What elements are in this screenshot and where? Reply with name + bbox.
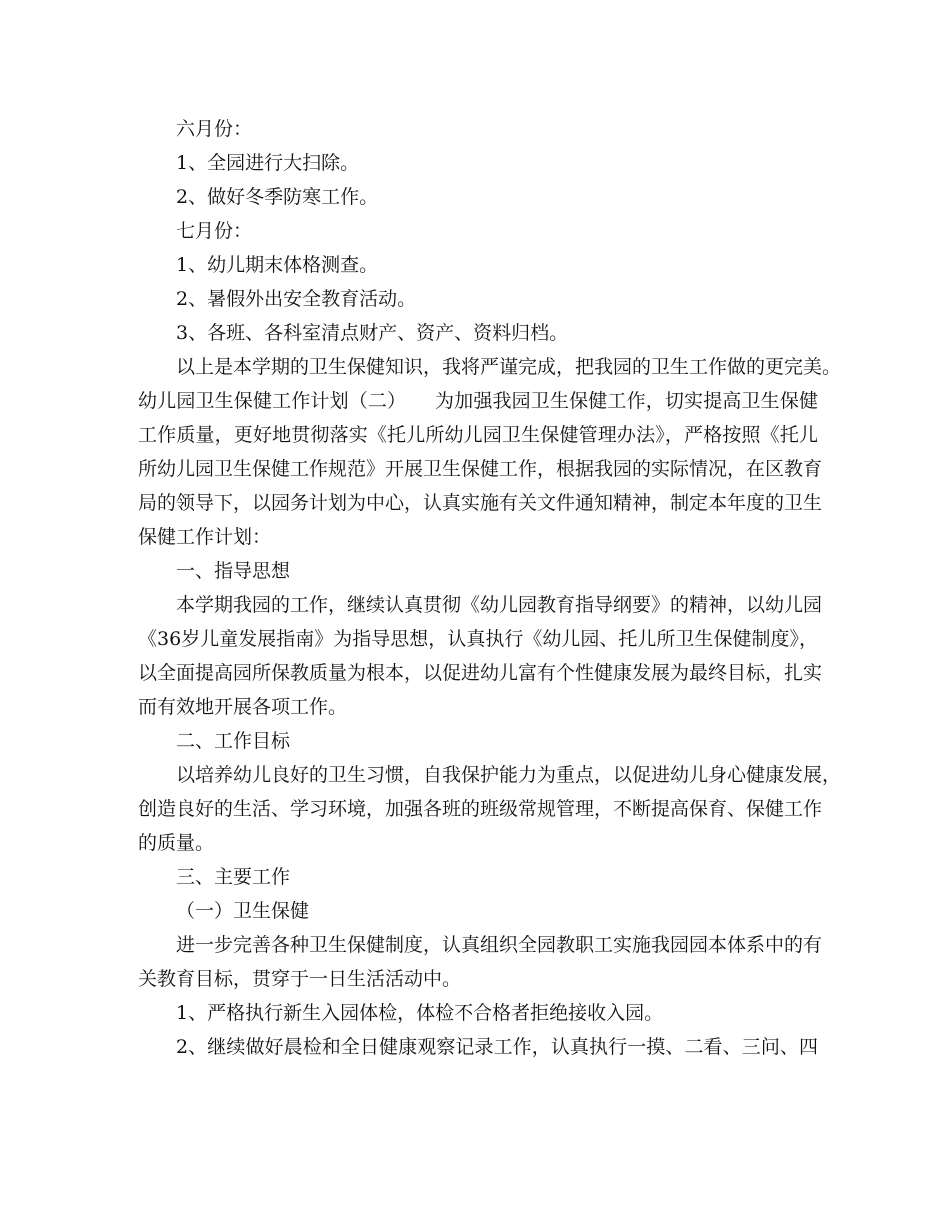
paragraph-line: 局的领导下，以园务计划为中心，认真实施有关文件通知精神，制定本年度的卫生 xyxy=(138,492,823,514)
paragraph-line: 2、暑假外出安全教育活动。 xyxy=(176,288,417,310)
paragraph-line: 创造良好的生活、学习环境，加强各班的班级常规管理，不断提高保育、保健工作 xyxy=(138,798,823,820)
paragraph-line: 以上是本学期的卫生保健知识，我将严谨完成，把我园的卫生工作做的更完美。 xyxy=(176,356,842,378)
heading-july: 七月份： xyxy=(176,220,253,242)
paragraph-line: 保健工作计划： xyxy=(138,526,272,548)
paragraph-line: 所幼儿园卫生保健工作规范》开展卫生保健工作，根据我园的实际情况，在区教育 xyxy=(138,458,823,480)
document-body xyxy=(138,112,842,1064)
section-heading: 三、主要工作 xyxy=(176,866,291,888)
paragraph-line: 而有效地开展各项工作。 xyxy=(138,696,348,718)
paragraph-line: 3、各班、各科室清点财产、资产、资料归档。 xyxy=(176,322,569,344)
paragraph-line: 《36岁儿童发展指南》为指导思想，认真执行《幼儿园、托儿所卫生保健制度》， xyxy=(138,628,818,650)
paragraph-line: 进一步完善各种卫生保健制度，认真组织全园教职工实施我园园本体系中的有 xyxy=(176,934,823,956)
paragraph-line: 1、幼儿期末体格测查。 xyxy=(176,254,379,276)
paragraph-line: 工作质量，更好地贯彻落实《托儿所幼儿园卫生保健管理办法》，严格按照《托儿 xyxy=(138,424,818,446)
paragraph-line: 2、做好冬季防寒工作。 xyxy=(176,186,379,208)
paragraph-line: 以培养幼儿良好的卫生习惯，自我保护能力为重点，以促进幼儿身心健康发展， xyxy=(176,764,842,786)
paragraph-line: 1、全园进行大扫除。 xyxy=(176,152,360,174)
section-heading: 一、指导思想 xyxy=(176,560,291,582)
paragraph-line: 以全面提高园所保教质量为根本，以促进幼儿富有个性健康发展为最终目标，扎实 xyxy=(138,662,823,684)
heading-june: 六月份： xyxy=(176,118,253,140)
paragraph-line: 1、严格执行新生入园体检，体检不合格者拒绝接收入园。 xyxy=(176,1002,664,1024)
paragraph-line: 幼儿园卫生保健工作计划（二） 为加强我园卫生保健工作，切实提高卫生保健 xyxy=(138,390,818,412)
paragraph-line: 的质量。 xyxy=(138,832,215,854)
paragraph-line: 2、继续做好晨检和全日健康观察记录工作，认真执行一摸、二看、三问、四 xyxy=(176,1036,818,1058)
paragraph-line: 本学期我园的工作，继续认真贯彻《幼儿园教育指导纲要》的精神，以幼儿园 xyxy=(176,594,823,616)
paragraph-line: 关教育目标，贯穿于一日生活活动中。 xyxy=(138,968,462,990)
section-heading: 二、工作目标 xyxy=(176,730,291,752)
subsection-heading: （一）卫生保健 xyxy=(176,900,310,922)
